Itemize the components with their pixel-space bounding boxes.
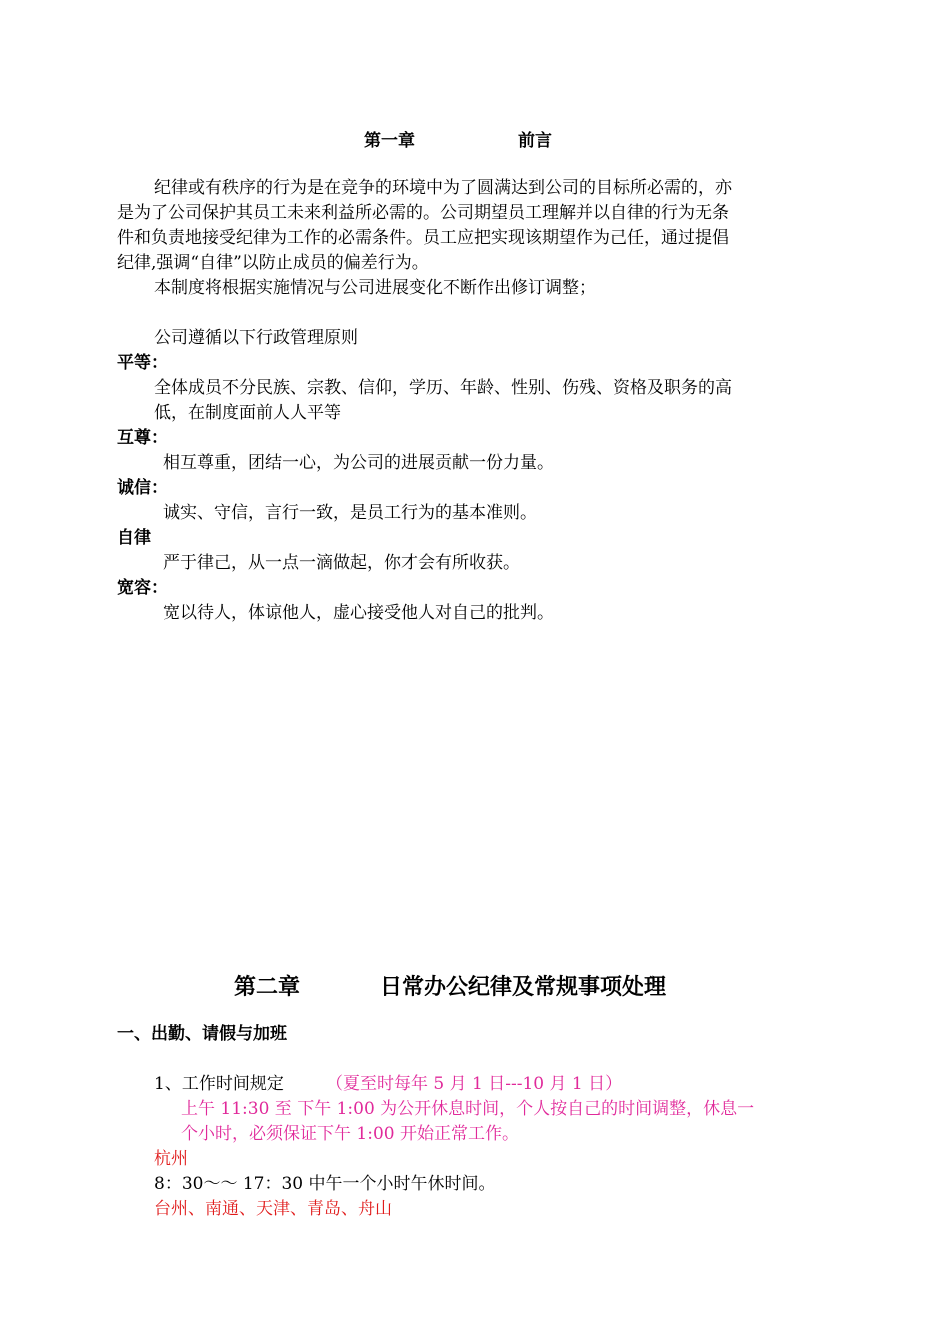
chapter1-title: 前言 xyxy=(518,131,552,151)
principle-heading-equality: 平等： xyxy=(117,353,168,373)
work-hours: 8：30～～ 17：30 中午一个小时午休时间。 xyxy=(154,1174,496,1194)
summer-rule-line: 上午 11:30 至 下午 1:00 为公开休息时间，个人按自己的时间调整，休息一 xyxy=(181,1099,755,1119)
intro-line: 是为了公司保护其员工未来利益所必需的。公司期望员工理解并以自律的行为无条 xyxy=(117,203,729,223)
principle-text: 宽以待人，体谅他人，虚心接受他人对自己的批判。 xyxy=(163,603,554,623)
principle-heading-respect: 互尊： xyxy=(117,428,168,448)
item-label: 1、工作时间规定 xyxy=(154,1074,284,1094)
principle-heading-discipline: 自律 xyxy=(117,528,151,548)
intro-line: 纪律或有秩序的行为是在竞争的环境中为了圆满达到公司的目标所必需的，亦 xyxy=(154,178,732,198)
chapter1-number: 第一章 xyxy=(364,131,415,151)
revision-note: 本制度将根据实施情况与公司进展变化不断作出修订调整； xyxy=(154,278,596,298)
chapter2-title: 日常办公纪律及常规事项处理 xyxy=(380,975,667,1000)
intro-line: 件和负责地接受纪律为工作的必需条件。员工应把实现该期望作为己任，通过提倡 xyxy=(117,228,729,248)
summer-period-note: （夏至时每年 5 月 1 日---10 月 1 日） xyxy=(326,1074,623,1094)
intro-line: 纪律,强调“自律”以防止成员的偏差行为。 xyxy=(117,253,429,273)
summer-rule-line: 个小时，必须保证下午 1:00 开始正常工作。 xyxy=(181,1124,519,1144)
principle-text: 低，在制度面前人人平等 xyxy=(154,403,341,423)
section-heading: 一、出勤、请假与加班 xyxy=(117,1024,287,1044)
principle-text: 全体成员不分民族、宗教、信仰，学历、年龄、性别、伤残、资格及职务的高 xyxy=(154,378,732,398)
chapter2-number: 第二章 xyxy=(234,975,301,1000)
principle-text: 相互尊重，团结一心，为公司的进展贡献一份力量。 xyxy=(163,453,554,473)
principles-intro: 公司遵循以下行政管理原则 xyxy=(154,328,358,348)
principle-heading-integrity: 诚信： xyxy=(117,478,168,498)
city-hangzhou: 杭州 xyxy=(154,1149,188,1169)
city-list: 台州、南通、天津、青岛、舟山 xyxy=(154,1199,392,1219)
principle-text: 诚实、守信，言行一致，是员工行为的基本准则。 xyxy=(163,503,537,523)
principle-heading-tolerance: 宽容： xyxy=(117,578,168,598)
principle-text: 严于律己，从一点一滴做起，你才会有所收获。 xyxy=(163,553,520,573)
